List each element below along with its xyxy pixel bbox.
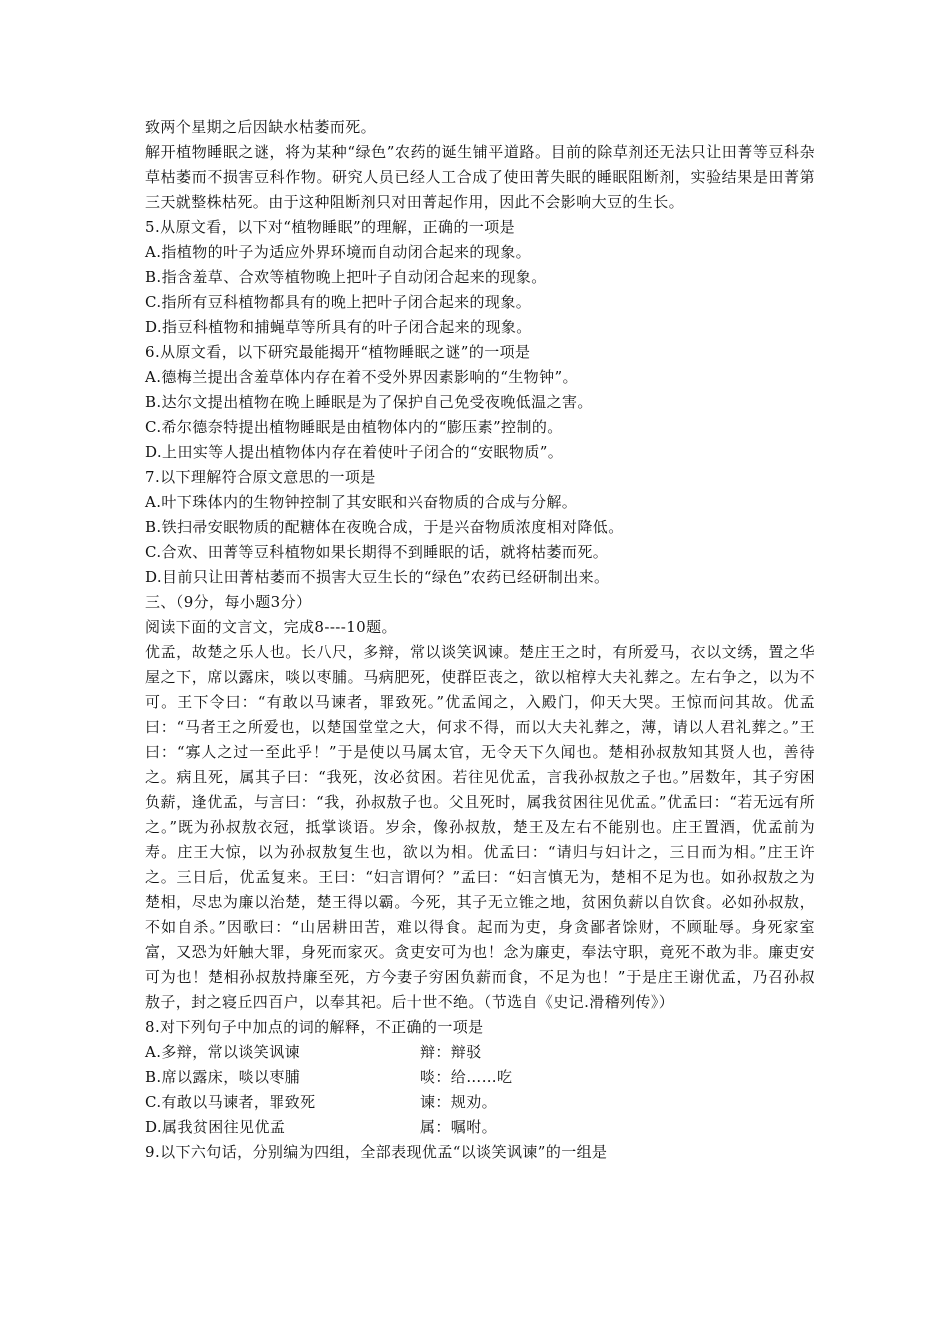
question-6-option-d: D.上田实等人提出植物体内存在着使叶子闭合的“安眠物质”。 (145, 443, 564, 461)
question-7-stem: 7.以下理解符合原文意思的一项是 (145, 468, 376, 486)
page-content (145, 115, 815, 1165)
section-3-heading: 三、（9分，每小题3分） (145, 593, 312, 611)
question-9-stem: 9.以下六句话，分别编为四组，全部表现优孟“以谈笑讽谏”的一组是 (145, 1143, 608, 1161)
question-8-row (145, 1040, 815, 1065)
question-6-option-c: C.希尔德奈特提出植物睡眠是由植物体内的“膨压素”控制的。 (145, 418, 563, 436)
question-8-sentence: A.多辩，常以谈笑讽谏 (145, 1043, 301, 1061)
question-8-gloss: 啖：给……吃 (420, 1068, 513, 1086)
question-5-option-b: B.指含羞草、合欢等植物晚上把叶子自动闭合起来的现象。 (145, 268, 547, 286)
question-8-row (145, 1065, 815, 1090)
question-8-row (145, 1090, 815, 1115)
question-5-option-a: A.指植物的叶子为适应外界环境而自动闭合起来的现象。 (145, 243, 532, 261)
question-6-stem: 6.从原文看，以下研究最能揭开“植物睡眠之谜”的一项是 (145, 343, 531, 361)
passage-end-paragraph: 解开植物睡眠之谜，将为某种“绿色”农药的诞生铺平道路。目前的除草剂还无法只让田菁等豆科杂草枯萎而不损害豆科作物。研究人员已经人工合成了使田菁失眠的睡眠阻断剂，实验结果是田菁第三天就整株枯死。由于这种阻断剂只对田菁起作用，因此不会影响大豆的生长。 (145, 143, 815, 211)
question-5-stem: 5.从原文看，以下对“植物睡眠”的理解，正确的一项是 (145, 218, 516, 236)
section-3-instruction: 阅读下面的文言文，完成8----10题。 (145, 618, 397, 636)
question-6-option-a: A.德梅兰提出含羞草体内存在着不受外界因素影响的“生物钟”。 (145, 368, 578, 386)
question-8-gloss: 属：嘱咐。 (420, 1118, 498, 1136)
question-8-gloss: 谏：规劝。 (420, 1093, 498, 1111)
classical-passage: 优孟，故楚之乐人也。长八尺，多辩，常以谈笑讽谏。楚庄王之时，有所爱马，衣以文绣，置之华屋之下，席以露床，啖以枣脯。马病肥死，使群臣丧之，欲以棺椁大夫礼葬之。左右争之，以为不可。王下令曰：“有敢以马谏者，罪致死。”优孟闻之，入殿门，仰天大哭。王惊而问其故。优孟曰：“马者王之所爱也，以楚国堂堂之大，何求不得，而以大夫礼葬之，薄，请以人君礼葬之。”王曰：“寡人之过一至此乎！”于是使以马属太官，无令天下久闻也。楚相孙叔敖知其贤人也，善待之。病且死，属其子曰：“我死，汝必贫困。若往见优孟，言我孙叔敖之子也。”居数年，其子穷困负薪，逢优孟，与言曰：“我，孙叔敖子也。父且死时，属我贫困往见优孟。”优孟曰：“若无远有所之。”既为孙叔敖衣冠，抵掌谈语。岁余，像孙叔敖，楚王及左右不能别也。庄王置酒，优孟前为寿。庄王大惊，以为孙叔敖复生也，欲以为相。优孟曰：“请归与妇计之，三日而为相。”庄王许之。三日后，优孟复来。王曰：“妇言谓何？”孟曰：“妇言慎无为，楚相不足为也。如孙叔敖之为楚相，尽忠为廉以治楚，楚王得以霸。今死，其子无立锥之地，贫困负薪以自饮食。必如孙叔敖，不如自杀。”因歌曰：“山居耕田苦，难以得食。起而为吏，身贪鄙者馀财，不顾耻辱。身死家室富，又恐为奸触大罪，身死而家灭。贪吏安可为也！念为廉吏，奉法守职，竟死不敢为非。廉吏安可为也！楚相孙叔敖持廉至死，方今妻子穷困负薪而食，不足为也！”于是庄王谢优孟，乃召孙叔敖子，封之寝丘四百户，以奉其祀。后十世不绝。（节选自《史记.滑稽列传》） (145, 643, 815, 1011)
passage-end-line: 致两个星期之后因缺水枯萎而死。 (145, 118, 377, 136)
question-8-sentence: B.席以露床，啖以枣脯 (145, 1068, 301, 1086)
question-6-option-b: B.达尔文提出植物在晚上睡眠是为了保护自己免受夜晚低温之害。 (145, 393, 593, 411)
question-8-gloss: 辩：辩驳 (420, 1043, 482, 1061)
question-5-option-d: D.指豆科植物和捕蝇草等所具有的叶子闭合起来的现象。 (145, 318, 532, 336)
question-7-option-a: A.叶下珠体内的生物钟控制了其安眠和兴奋物质的合成与分解。 (145, 493, 578, 511)
question-5-option-c: C.指所有豆科植物都具有的晚上把叶子闭合起来的现象。 (145, 293, 532, 311)
question-8-sentence: D.属我贫困往见优孟 (145, 1118, 286, 1136)
question-8-stem: 8.对下列句子中加点的词的解释，不正确的一项是 (145, 1018, 484, 1036)
question-7-option-b: B.铁扫帚安眠物质的配糖体在夜晚合成，于是兴奋物质浓度相对降低。 (145, 518, 624, 536)
question-7-option-d: D.目前只让田菁枯萎而不损害大豆生长的“绿色”农药已经研制出来。 (145, 568, 610, 586)
question-8-row (145, 1115, 815, 1140)
question-8-sentence: C.有敢以马谏者，罪致死 (145, 1093, 316, 1111)
question-7-option-c: C.合欢、田菁等豆科植物如果长期得不到睡眠的话，就将枯萎而死。 (145, 543, 609, 561)
